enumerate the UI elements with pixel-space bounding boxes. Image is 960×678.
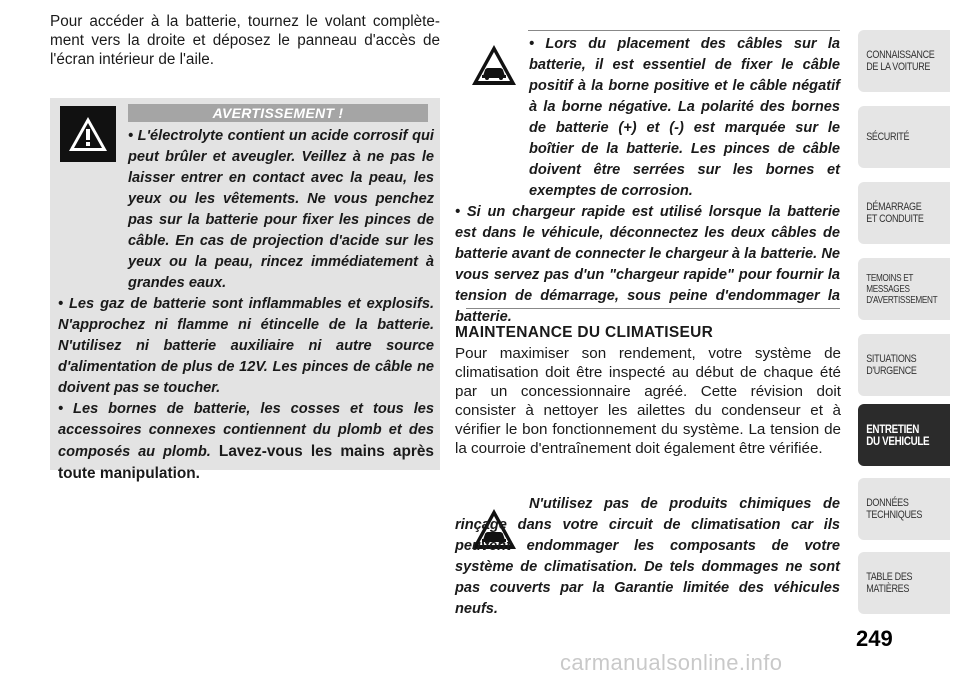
page-number: 249 xyxy=(856,626,893,651)
intro-paragraph: Pour accéder à la batterie, tournez le volant complètement vers la droite et déposez le panneau d'accès de l'écran intérieur de l'aile. xyxy=(50,13,440,68)
section-body: Pour maximiser son rendement, votre système de climatisation doit être inspecté au début de chaque été par un concessionnaire agréé. Cette révision doit consister à nettoyer les ailettes du condenseur et à vérifier le bon fonctionnement du système. La tension de la courroie d'entraînement doit également être vérifiée. xyxy=(455,345,841,457)
tab-label: ENTRETIEN DU VEHICULE xyxy=(866,422,930,448)
warning-paragraph-3-italic: • Les bornes de batterie, les cosses et tous les accessoires connexes contiennent du plomb et des composés au plomb. xyxy=(58,401,434,460)
battery-note-paragraph-2: • Si un chargeur rapide est utilisé lorsque la batterie est dans le véhicule, déconnectez les deux câbles de batterie avant de connecter le chargeur à la batterie. Ne vous servez pas d'un "chargeur rapide" pour fournir la tension de démarrage, sous peine d'endommager la batterie. xyxy=(455,204,840,325)
tab-donnees[interactable] xyxy=(858,478,950,540)
warning-paragraph-3-normal: Lavez-vous les mains après toute manipulation. xyxy=(58,443,434,482)
air-conditioning-note-text: N'utilisez pas de produits chimiques de rinçage dans votre circuit de climatisation car ils peuvent endommager les composants de votre système de climatisation. De tels dommages ne sont pas couverts par la Garantie limitée des véhicules neufs. xyxy=(455,496,840,617)
battery-note-paragraph-1: • Lors du placement des câbles sur la batterie, il est essentiel de fixer le câble positif à la borne positive et le câble négatif à la borne négative. La polarité des bornes de batterie (+) et (-) est marquée sur le boîtier de la batterie. Les pinces de câble doivent être serrées sur les bornes et exemptes de corrosion. xyxy=(529,36,840,199)
tab-label: TEMOINS ET MESSAGES D'AVERTISSEMENT xyxy=(866,272,938,306)
tab-label: TABLE DES MATIÈRES xyxy=(866,571,913,595)
battery-note-text xyxy=(455,34,840,328)
tab-temoins[interactable] xyxy=(858,258,950,320)
watermark: carmanualsonline.info xyxy=(560,650,783,675)
tab-table-matieres[interactable] xyxy=(858,552,950,614)
warning-paragraph-2: • Les gaz de batterie sont inflammables et explosifs. N'approchez ni flamme ni étincelle de la batterie. N'utilisez ni batterie auxiliaire ni autre source d'alimentation de plus de 12V. Les pinces de câble ne doivent pas se toucher. xyxy=(58,296,434,396)
tab-securite[interactable] xyxy=(858,106,950,168)
tab-connaissance[interactable] xyxy=(858,30,950,92)
battery-note xyxy=(455,34,840,328)
section-title: MAINTENANCE DU CLIMATISEUR xyxy=(455,324,714,341)
air-conditioning-note xyxy=(455,494,840,620)
warning-text xyxy=(58,126,434,485)
note-rule-bottom xyxy=(466,308,840,309)
tab-label: CONNAISSANCE DE LA VOITURE xyxy=(866,49,935,73)
tab-label: DÉMARRAGE ET CONDUITE xyxy=(866,201,924,225)
note-rule-top xyxy=(528,30,840,31)
warning-paragraph-3 xyxy=(58,399,434,485)
left-column xyxy=(50,12,440,69)
tab-entretien[interactable] xyxy=(858,404,950,466)
tab-label: DONNÉES TECHNIQUES xyxy=(866,497,923,521)
warning-paragraph-1: • L'électrolyte contient un acide corrosif qui peut brûler et aveugler. Veillez à ne pas le laisser entrer en contact avec la peau, les yeux ou les vêtements. Ne vous penchez pas sur la batterie pour fixer les pinces de câble. En cas de projection d'acide sur les yeux ou la peau, rincez immédiatement à grandes eaux. xyxy=(128,128,434,291)
tab-demarrage[interactable] xyxy=(858,182,950,244)
warning-title: AVERTISSEMENT ! xyxy=(128,104,428,122)
tab-situations[interactable] xyxy=(858,334,950,396)
tab-label: SÉCURITÉ xyxy=(866,131,910,143)
warning-box xyxy=(50,98,440,482)
tab-label: SITUATIONS D'URGENCE xyxy=(866,353,917,377)
